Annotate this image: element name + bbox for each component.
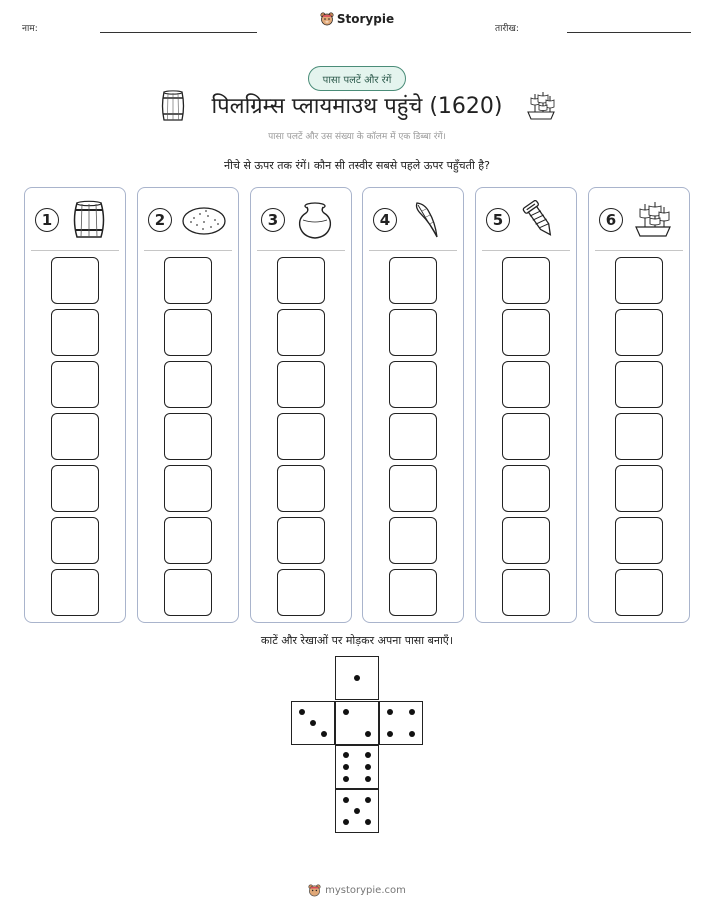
color-box[interactable]	[502, 309, 550, 356]
screw-icon	[520, 200, 560, 240]
color-box[interactable]	[51, 257, 99, 304]
color-box[interactable]	[164, 517, 212, 564]
ship-icon	[525, 90, 557, 122]
date-line[interactable]	[567, 32, 691, 33]
instruction-text: नीचे से ऊपर तक रंगें। कौन सी तस्वीर सबसे पहले ऊपर पहुँचती है?	[224, 159, 490, 172]
column-number: 2	[148, 208, 172, 232]
color-box[interactable]	[277, 517, 325, 564]
color-box[interactable]	[164, 569, 212, 616]
color-box[interactable]	[389, 413, 437, 460]
column-1	[24, 187, 126, 623]
column-number: 6	[599, 208, 623, 232]
pot-icon	[295, 200, 335, 240]
color-box[interactable]	[502, 569, 550, 616]
name-label: नाम:	[22, 24, 38, 34]
activity-type-badge: पासा पलटें और रंगें	[308, 66, 406, 91]
color-box[interactable]	[51, 309, 99, 356]
name-line[interactable]	[100, 32, 257, 33]
color-box[interactable]	[51, 413, 99, 460]
cut-instruction: काटें और रेखाओं पर मोड़कर अपना पासा बनाएँ।	[260, 634, 454, 647]
color-box[interactable]	[502, 257, 550, 304]
die-face-3	[291, 701, 335, 745]
color-box[interactable]	[615, 569, 663, 616]
color-box[interactable]	[615, 517, 663, 564]
color-box[interactable]	[502, 361, 550, 408]
brand-logo	[0, 12, 714, 29]
flatbread-icon	[182, 200, 226, 240]
column-number: 1	[35, 208, 59, 232]
color-box[interactable]	[51, 517, 99, 564]
column-number: 3	[261, 208, 285, 232]
die-face-6	[335, 745, 379, 789]
column-3	[250, 187, 352, 623]
color-box[interactable]	[615, 309, 663, 356]
subtitle: पासा पलटें और उस संख्या के कॉलम में एक डिब्बा रंगें।	[268, 132, 446, 142]
color-box[interactable]	[615, 465, 663, 512]
color-box[interactable]	[164, 465, 212, 512]
color-box[interactable]	[502, 413, 550, 460]
column-number: 4	[373, 208, 397, 232]
column-5	[475, 187, 577, 623]
color-box[interactable]	[164, 413, 212, 460]
color-box[interactable]	[277, 257, 325, 304]
column-2	[137, 187, 239, 623]
color-box[interactable]	[164, 257, 212, 304]
color-box[interactable]	[615, 413, 663, 460]
bear-mascot-icon	[308, 884, 321, 897]
footer-website[interactable]: mystorypie.com	[325, 885, 406, 896]
column-6	[588, 187, 690, 623]
color-box[interactable]	[502, 465, 550, 512]
die-face-2	[335, 701, 379, 745]
barrel-icon	[69, 200, 109, 240]
color-box[interactable]	[277, 465, 325, 512]
color-box[interactable]	[389, 517, 437, 564]
color-box[interactable]	[389, 309, 437, 356]
color-box[interactable]	[277, 413, 325, 460]
die-face-5	[335, 789, 379, 833]
die-face-4	[379, 701, 423, 745]
color-box[interactable]	[164, 309, 212, 356]
bear-mascot-icon	[320, 12, 334, 26]
feather-quill-icon	[407, 200, 447, 240]
color-box[interactable]	[51, 465, 99, 512]
color-box[interactable]	[502, 517, 550, 564]
color-box[interactable]	[389, 257, 437, 304]
color-box[interactable]	[277, 361, 325, 408]
footer	[0, 884, 714, 900]
color-box[interactable]	[389, 361, 437, 408]
column-number: 5	[486, 208, 510, 232]
color-box[interactable]	[277, 309, 325, 356]
color-box[interactable]	[389, 569, 437, 616]
color-box[interactable]	[615, 361, 663, 408]
column-4	[362, 187, 464, 623]
date-label: तारीख:	[495, 24, 519, 34]
color-box[interactable]	[277, 569, 325, 616]
color-box[interactable]	[389, 465, 437, 512]
color-box[interactable]	[51, 569, 99, 616]
color-box[interactable]	[164, 361, 212, 408]
color-box[interactable]	[615, 257, 663, 304]
ship-icon	[633, 200, 673, 240]
brand-name: Storypie	[336, 12, 395, 26]
page-title: पिलग्रिम्स प्लायमाउथ पहुंचे (1620)	[211, 94, 503, 119]
die-face-1	[335, 656, 379, 700]
color-box[interactable]	[51, 361, 99, 408]
